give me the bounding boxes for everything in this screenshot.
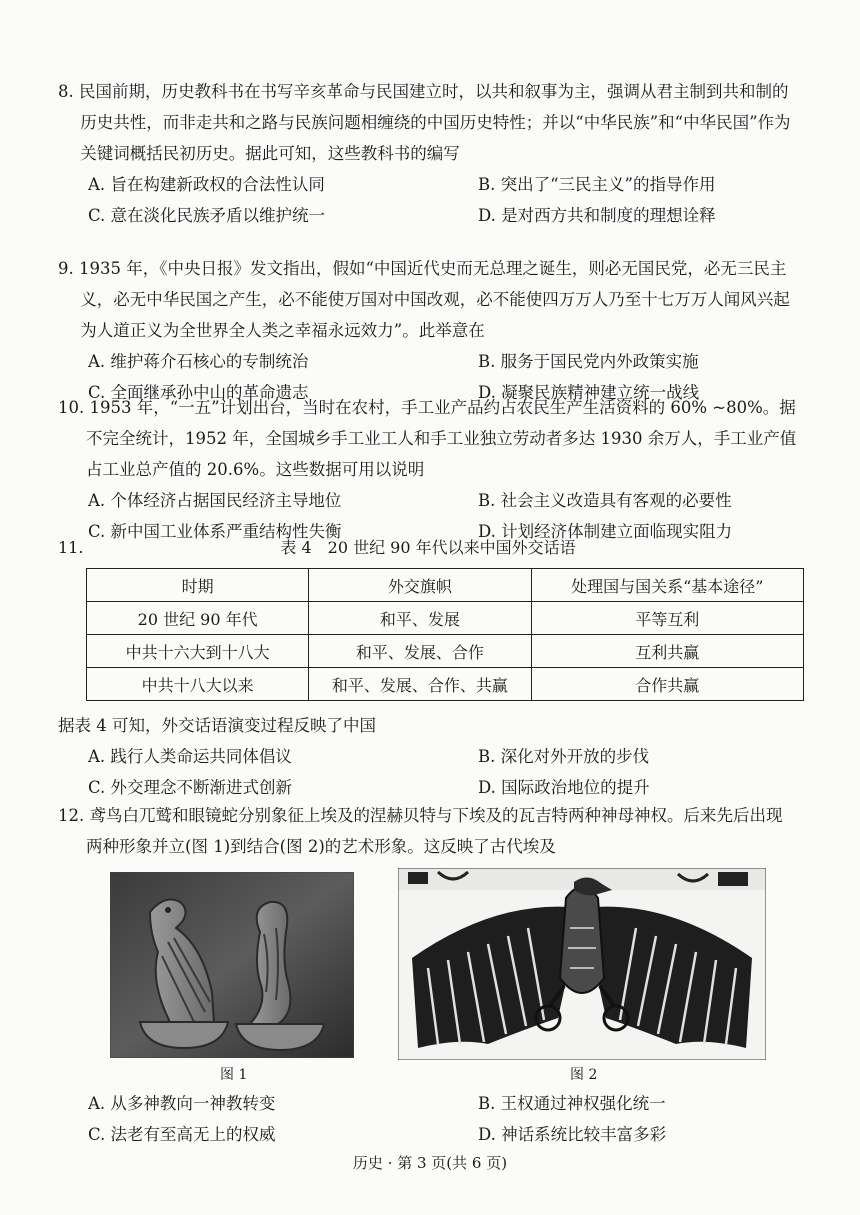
question-11-number: 11. — [58, 538, 84, 557]
question-10 — [58, 392, 798, 547]
q11-option-c: C. 外交理念不断渐进式创新 — [88, 778, 293, 797]
q10-option-a: A. 个体经济占据国民经济主导地位 — [88, 491, 342, 510]
q9-option-d: D. 凝聚民族精神建立统一战线 — [478, 383, 700, 402]
question-11-stem: 据表 4 可知，外交话语演变过程反映了中国 — [58, 716, 376, 735]
question-12-stem: 12. 鸢鸟白兀鹫和眼镜蛇分别象征上埃及的涅赫贝特与下埃及的瓦吉特两种神母神权。后来先后出现两种形象并立(图 1)到结合(图 2)的艺术形象。这反映了古代埃及 — [58, 806, 783, 856]
q10-option-d: D. 计划经济体制建立面临现实阻力 — [478, 522, 733, 541]
q11-option-b: B. 深化对外开放的步伐 — [478, 747, 650, 766]
q8-option-d: D. 是对西方共和制度的理想诠释 — [478, 206, 716, 225]
question-8 — [58, 76, 798, 231]
table-cell: 合作共赢 — [531, 668, 803, 701]
q12-option-c: C. 法老有至高无上的权威 — [88, 1125, 276, 1144]
table-header-period: 时期 — [87, 569, 309, 602]
question-11-body — [58, 710, 798, 803]
q12-option-a: A. 从多神教向一神教转变 — [88, 1094, 276, 1113]
table-row — [87, 668, 804, 701]
page-footer: 历史 · 第 3 页(共 6 页) — [352, 1154, 508, 1172]
diplomatic-discourse-table — [86, 568, 804, 701]
q8-option-c: C. 意在淡化民族矛盾以维护统一 — [88, 206, 326, 225]
question-9 — [58, 253, 798, 408]
q11-option-a: A. 践行人类命运共同体倡议 — [88, 747, 292, 766]
figure-1-caption: 图 1 — [220, 1067, 248, 1083]
question-12-options — [58, 1088, 798, 1150]
table-row — [87, 602, 804, 635]
q10-option-b: B. 社会主义改造具有客观的必要性 — [478, 491, 732, 510]
q12-option-b: B. 王权通过神权强化统一 — [478, 1094, 666, 1113]
table-cell: 20 世纪 90 年代 — [87, 602, 309, 635]
table-cell: 中共十六大到十八大 — [87, 635, 309, 668]
q9-option-a: A. 维护蒋介石核心的专制统治 — [88, 352, 309, 371]
q11-option-d: D. 国际政治地位的提升 — [478, 778, 650, 797]
table-cell: 平等互利 — [531, 602, 803, 635]
figure-2-vulture-spread-wings-image — [398, 868, 766, 1060]
table-cell: 和平、发展、合作、共赢 — [309, 668, 531, 701]
table-cell: 和平、发展 — [309, 602, 531, 635]
table-header-approach: 处理国与国关系“基本途径” — [531, 569, 803, 602]
table-cell: 中共十八大以来 — [87, 668, 309, 701]
table-row — [87, 635, 804, 668]
figure-1-vulture-cobra-relief-image — [110, 872, 354, 1058]
q9-option-c: C. 全面继承孙中山的革命遗志 — [88, 383, 309, 402]
table-header-row — [87, 569, 804, 602]
question-11-caption — [58, 536, 798, 560]
question-8-stem: 8. 民国前期，历史教科书在书写辛亥革命与民国建立时，以共和叙事为主，强调从君主制到共和制的历史共性，而非走共和之路与民族问题相缠绕的中国历史特性；并以“中华民族”和“中华民国”作为关键词概括民初历史。据此可知，这些教科书的编写 — [58, 82, 791, 163]
table-header-banner: 外交旗帜 — [309, 569, 531, 602]
q9-option-b: B. 服务于国民党内外政策实施 — [478, 352, 699, 371]
q8-option-b: B. 突出了“三民主义”的指导作用 — [478, 175, 716, 194]
question-10-stem: 10. 1953 年，“一五”计划出台，当时在农村，手工业产品约占农民生产生活资料的 60% ~80%。据不完全统计，1952 年，全国城乡手工业工人和手工业独立劳动者多达 1930 余万人，手工业产值占工业总产值的 20.6%。这些数据可用以说明 — [58, 398, 797, 479]
q8-option-a: A. 旨在构建新政权的合法性认同 — [88, 175, 325, 194]
question-12 — [58, 800, 798, 862]
table-cell: 互利共赢 — [531, 635, 803, 668]
question-9-stem: 9. 1935 年，《中央日报》发文指出，假如“中国近代史而无总理之诞生，则必无国民党，必无三民主义，必无中华民国之产生，必不能使万国对中国改观，必不能使四万万人乃至十七万万人闻风兴起为人道正义为全世界全人类之幸福永远效力”。此举意在 — [58, 259, 790, 340]
table-cell: 和平、发展、合作 — [309, 635, 531, 668]
figure-2-caption: 图 2 — [570, 1067, 598, 1083]
q12-option-d: D. 神话系统比较丰富多彩 — [478, 1125, 667, 1144]
question-11-options — [58, 741, 798, 803]
table-4-title: 表 4 20 世纪 90 年代以来中国外交话语 — [280, 538, 576, 557]
question-8-options — [58, 169, 798, 231]
q10-option-c: C. 新中国工业体系严重结构性失衡 — [88, 522, 342, 541]
